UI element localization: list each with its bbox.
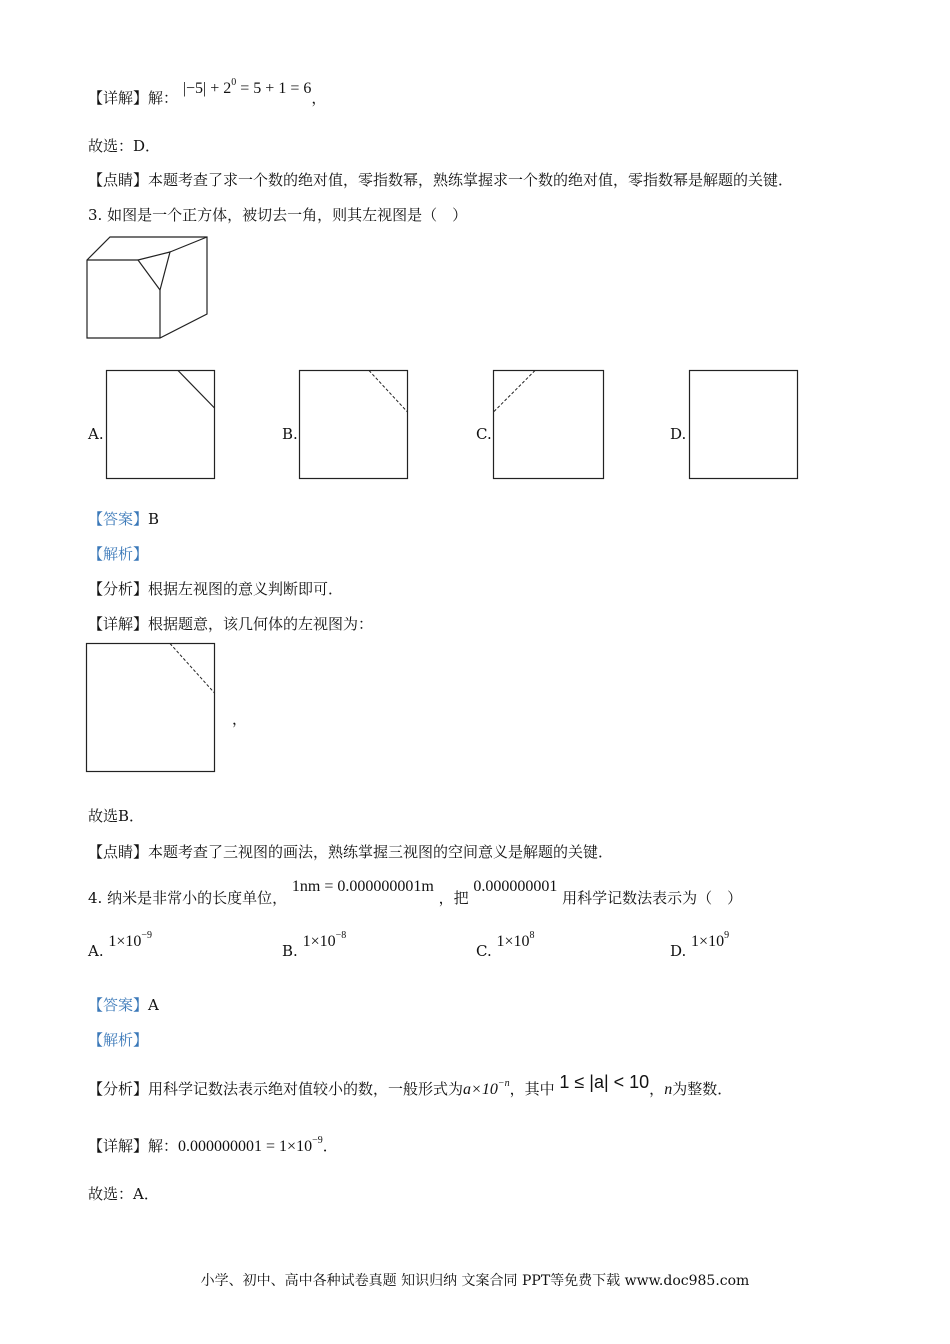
comment-text: 本题考查了三视图的画法，熟练掌握三视图的空间意义是解题的关键． <box>148 843 614 861</box>
math-sup: 0 <box>231 77 237 88</box>
answer-label: 【答案】 <box>88 996 149 1014</box>
q4-stem <box>88 878 743 909</box>
q4-analysis <box>88 1072 733 1102</box>
q3-answer <box>88 509 159 529</box>
q4-detail <box>88 1136 338 1159</box>
stem-part-a: 4. 纳米是非常小的长度单位， <box>88 889 288 907</box>
detail-label: 【详解】 <box>88 1137 149 1155</box>
detail-suffix: ， <box>311 89 327 107</box>
q2-detail-line <box>88 77 327 111</box>
answer-value: B <box>148 510 160 528</box>
option-exp: 8 <box>529 930 535 941</box>
q3-option-a-figure <box>106 370 216 480</box>
stem-part-c: 用科学记数法表示为（ ） <box>562 889 743 907</box>
option-base: 1×10 <box>302 933 336 950</box>
option-label: C. <box>476 942 492 960</box>
q2-choose: 故选：D． <box>88 137 161 155</box>
page-footer: 小学、初中、高中各种试卷真题 知识归纳 文案合同 PPT等免费下载 www.doc985.com <box>200 1273 750 1289</box>
option-exp: −9 <box>141 930 153 941</box>
q3-detail-suffix: ， <box>232 710 248 728</box>
analysis-math-1: a×10 <box>463 1081 498 1098</box>
q3-option-c-label: C. <box>476 425 492 443</box>
option-base: 1×10 <box>496 933 530 950</box>
option-exp: −8 <box>335 930 347 941</box>
math-part-a: |−5| + 2 <box>182 80 232 97</box>
q4-choose: 故选：A． <box>88 1185 159 1203</box>
option-base: 1×10 <box>691 933 725 950</box>
detail-label: 【详解】 <box>88 89 149 107</box>
q3-option-d-label: D. <box>670 425 687 443</box>
detail-label: 【详解】 <box>88 615 149 633</box>
q3-left-view-figure <box>86 643 218 775</box>
comment-label: 【点睛】 <box>88 843 149 861</box>
detail-math-sup: −9 <box>312 1135 323 1146</box>
analysis-part-a: 用科学记数法表示绝对值较小的数，一般形式为 <box>148 1080 464 1098</box>
option-exp: 9 <box>724 930 730 941</box>
math-part-b: = 5 + 1 = 6 <box>236 80 312 97</box>
cut-cube-figure <box>86 236 211 342</box>
q3-analysis <box>88 579 343 599</box>
analysis-part-c: ， <box>649 1080 665 1098</box>
q3-option-c-figure <box>493 370 605 480</box>
stem-math-1: 1nm = 0.000000001m <box>291 878 434 895</box>
detail-math <box>182 77 312 97</box>
analysis-part-d: 为整数． <box>672 1080 733 1098</box>
detail-math: 0.000000001 = 1×10 <box>178 1138 313 1155</box>
detail-text: 根据题意，该几何体的左视图为： <box>148 615 374 633</box>
detail-prefix: 解： <box>148 89 179 107</box>
comment-text: 本题考查了求一个数的绝对值，零指数幂，熟练掌握求一个数的绝对值，零指数幂是解题的关键． <box>148 171 794 189</box>
stem-part-b: ，把 <box>438 889 469 907</box>
option-label: B. <box>282 942 298 960</box>
option-base: 1×10 <box>108 933 142 950</box>
analysis-text: 根据左视图的意义判断即可． <box>148 580 344 598</box>
answer-value: A <box>148 996 159 1014</box>
stem-math-2: 0.000000001 <box>473 878 558 895</box>
analysis-math-1-sup: −n <box>497 1078 510 1089</box>
detail-suffix: ． <box>322 1137 338 1155</box>
analysis-math-2: 1 ≤ |a| < 10 <box>559 1072 650 1092</box>
q3-option-b-label: B. <box>282 425 298 443</box>
q3-option-b-figure <box>299 370 409 480</box>
q3-detail <box>88 614 373 634</box>
q3-choose: 故选B． <box>88 807 145 825</box>
answer-label: 【答案】 <box>88 510 149 528</box>
q3-analysis-label: 【解析】 <box>88 545 149 563</box>
detail-prefix: 解： <box>148 1137 179 1155</box>
q2-comment <box>88 170 793 190</box>
q4-analysis-label: 【解析】 <box>88 1031 149 1049</box>
option-label: D. <box>670 942 687 960</box>
q3-option-a-label: A. <box>88 425 104 443</box>
analysis-part-b: ，其中 <box>509 1080 555 1098</box>
analysis-label: 【分析】 <box>88 1080 149 1098</box>
option-label: A. <box>88 942 104 960</box>
q4-answer <box>88 995 159 1015</box>
q3-option-d-figure <box>689 370 799 480</box>
comment-label: 【点睛】 <box>88 171 149 189</box>
q3-stem: 3. 如图是一个正方体，被切去一角，则其左视图是（ ） <box>88 206 468 224</box>
analysis-label: 【分析】 <box>88 580 149 598</box>
q3-comment <box>88 842 613 862</box>
analysis-math-3: n <box>664 1081 673 1098</box>
